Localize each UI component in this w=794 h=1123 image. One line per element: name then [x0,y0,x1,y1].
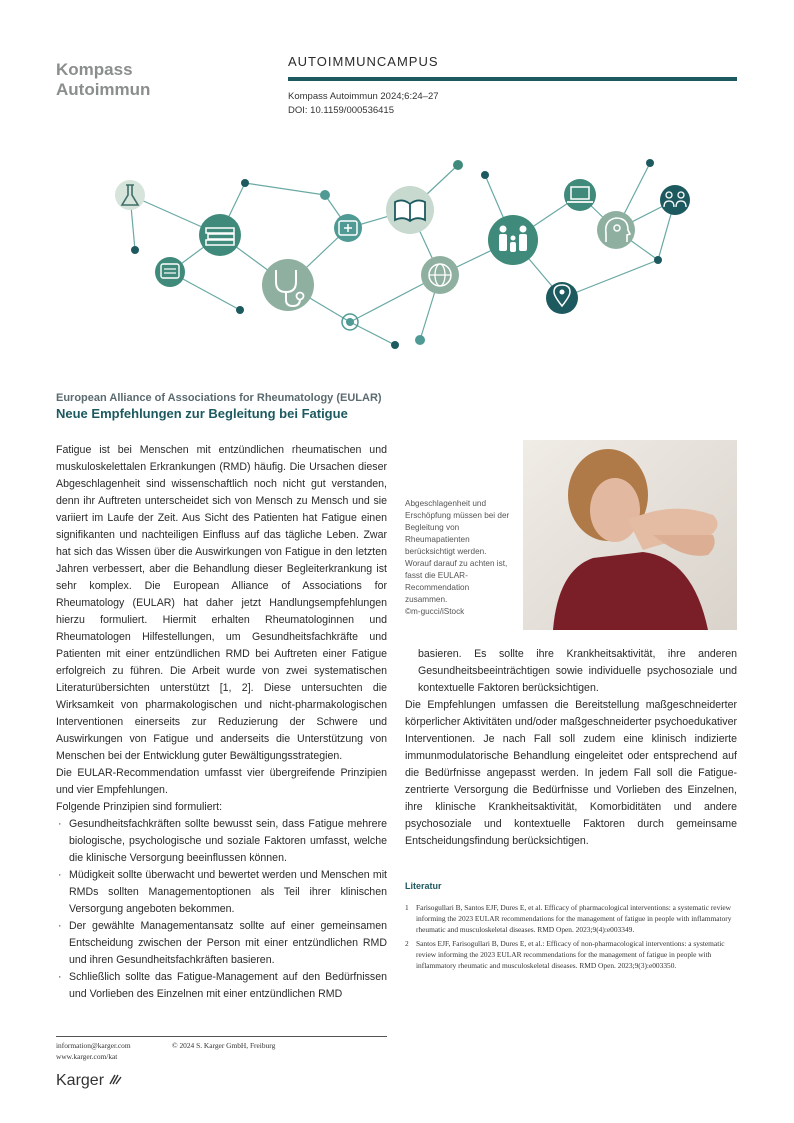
book-icon [386,186,434,234]
reference-text: Santos EJF, Farisogullari B, Dures E, et al.: Efficacy of non-pharmacological interventions: a systematic review informing the 2023 EULAR recommendations for the management of fatigue in people with inflammatory rheumatic and musculoskeletal diseases. RMD Open. 2023;9(3):e003350. [416,939,725,970]
section-label: AUTOIMMUNCAMPUS [288,54,439,69]
article-title: Neue Empfehlungen zur Begleitung bei Fatigue [56,406,348,421]
reference-number: 2 [405,939,409,948]
image-credit: ©m-gucci/iStock [405,607,465,616]
people-icon [660,185,690,215]
right-column [405,646,737,850]
network-illustration [110,150,710,370]
doi: DOI: 10.1159/000536415 [288,105,394,116]
reference-number: 1 [405,903,409,912]
brand-line-1: Kompass [56,60,133,79]
paragraph-principles-lead: Folgende Prinzipien sind formuliert: [56,801,223,813]
family-icon [488,215,538,265]
left-column [56,442,387,1003]
brand-line-2: Autoimmun [56,80,151,99]
footer-email[interactable]: information@karger.com [56,1041,131,1050]
stethoscope-icon [262,259,314,311]
brand-logo [56,60,150,100]
reference-text: Farisogullari B, Santos EJF, Dures E, et al. Efficacy of pharmacological interventions: a systematic review informing the 2023 EULAR recommendations for the management of fatigue in people with inflammatory rheumatic and musculoskeletal diseases. RMD Open. 2023;9(4):e003349. [416,903,732,934]
paragraph-recommendations: Die Empfehlungen umfassen die Bereitstellung maßgeschneiderter körperlicher Aktivitäten und/oder maßgeschneiderter psychoedukativer Interventionen. Je nach Fall soll zudem eine klinisch indizierte immunmodulatorische Behandlung eingeleitet oder entsprechend auf die Bedürfnisse angepasst werden. In jedem Fall soll die Fatigue-zentrierte Versorgung die Bedürfnisse und Vorlieben des Einzelnen, ihre klinische Krankheitsaktivität, Komorbiditäten und andere psychosoziale und kontextuelle Faktoren durch gemeinsame Entscheidungsfindung berücksichtigen. [405,699,737,847]
flask-icon [115,180,145,210]
laptop-icon [564,179,596,211]
location-icon [546,282,578,314]
paragraph-continuation: basieren. Es sollte ihre Krankheitsaktivität, ihre anderen Gesundheitsbeeinträchtigen sowie individuelle psychosoziale und kontextuelle Faktoren berücksichtigen. [418,648,737,694]
journal-reference [288,90,439,118]
globe-icon [421,256,459,294]
head-gear-icon [597,211,635,249]
footer-website[interactable]: www.karger.com/kat [56,1052,118,1061]
header-rule [288,77,737,81]
footer-copyright: © 2024 S. Karger GmbH, Freiburg [172,1041,276,1050]
literature-heading: Literatur [405,881,442,891]
journal-citation: Kompass Autoimmun 2024;6:24–27 [288,91,439,102]
paragraph-overview: Die EULAR-Recommendation umfasst vier übergreifende Prinzipien und vier Empfehlungen. [56,767,387,796]
reference-item [405,938,737,971]
paragraph-intro: Fatigue ist bei Menschen mit entzündlichen rheumatischen und muskuloskelettalen Erkrankungen (RMD) häufig. Die Ursachen dieser Abgeschlagenheit sind wissenschaftlich noch nicht gut verstanden, denn ihr Auftreten unterscheidet sich von Mensch zu Mensch und sie variiert im Laufe der Zeit. Aus Sicht des Patienten hat Fatigue einen signifikanten und nachteiligen Einfluss auf das tägliche Leben. Zwar hat sich das Wissen über die Auswirkungen von Fatigue in den letzten Jahren verbessert, aber die Behandlung dieser Begleiterkrankung ist sehr komplex. Die European Alliance of Associations for Rheumatology (EULAR) hat daher jetzt Handlungsempfehlungen hierzu formuliert. Hiermit erhalten Rheumatologinnen und Rheumatologen Hilfestellungen, um Gesundheitsfachkräfte und Patienten mit einer entzündlichen RMD bei Auftreten einer Fatigue erfolgreich zu führen. Die Arbeit wurde von zwei systematischen Literaturübersichten unterstützt [1, 2]. Diese untersuchten die Wirksamkeit von pharmakologischen und nicht-pharmakologischen Interventionen einerseits zur Reduzierung der Schwere und Auswirkungen von Fatigue und anderseits die Unterstützung von Menschen bei der Entwicklung guter Bewältigungsstrategien. [56,444,387,762]
footer-contact [56,1040,131,1062]
footer-rule [56,1036,387,1037]
karger-mark-icon [108,1072,122,1086]
chat-icon [155,257,185,287]
article-kicker: European Alliance of Associations for Rheumatology (EULAR) [56,392,382,404]
reference-item [405,902,737,935]
books-icon [199,214,241,256]
principles-list [56,816,387,1003]
medical-kit-icon [334,214,362,242]
karger-logo [56,1072,122,1090]
woman-photo [523,440,737,630]
list-item: · Müdigkeit sollte überwacht und bewertet werden und Menschen mit RMDs sollten Managementoptionen als Teil ihrer klinischen Versorgung angeboten bekommen. [56,867,387,918]
figure-caption [405,498,513,618]
reference-list [405,902,737,974]
list-item: · Schließlich sollte das Fatigue-Management auf den Bedürfnissen und Vorlieben des Einzelnen mit einer entzündlichen RMD [56,969,387,1003]
karger-wordmark: Karger [56,1072,105,1089]
list-item: · Der gewählte Managementansatz sollte auf einer gemeinsamen Entscheidung zwischen der Person mit einer entzündlichen RMD und ihren Gesundheitsfachkräften basieren. [56,918,387,969]
list-item: · Gesundheitsfachkräften sollte bewusst sein, dass Fatigue mehrere biologische, psychologische und soziale Faktoren umfasst, welche die klinische Versorgung beeinflussen können. [56,816,387,867]
caption-text: Abgeschlagenheit und Erschöpfung müssen bei der Begleitung von Rheumapatienten berücksichtigt werden. Worauf darauf zu achten ist, fasst die EULAR-Recommendation zusammen. [405,499,510,604]
